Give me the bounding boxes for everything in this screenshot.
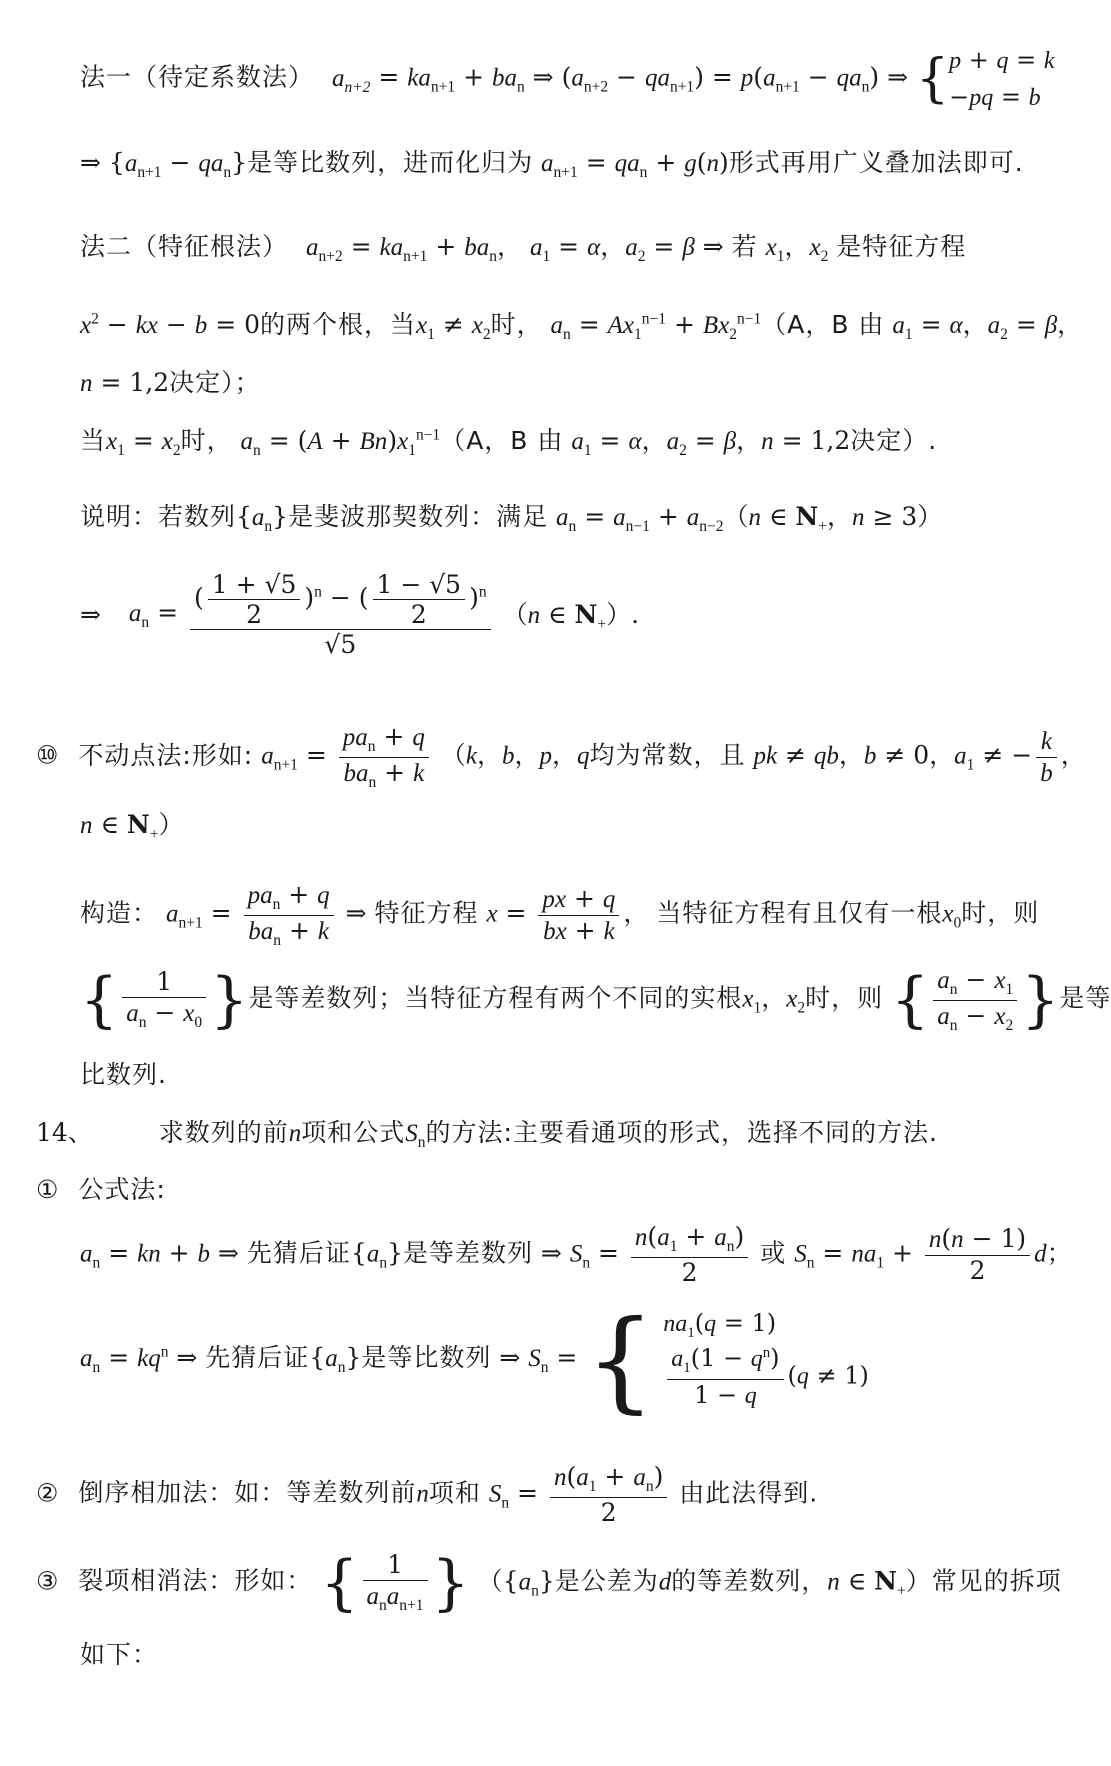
fixed-point-line: ⑩ 不动点法:形如: $a_{n+1}$ = $\frac{pa_n + q}{ba_n + k}$ （k，b，p，q均为常数，且 pk ≠ qb，b ≠ 0，$a_1$ ≠ − $\frac{k}{b}$ ， bbox=[36, 722, 1086, 791]
section-14: 14、 求数列的前n项和公式$S_n$的方法:主要看通项的形式，选择不同的方法. bbox=[36, 1118, 938, 1151]
method-formula: ① 公式法: bbox=[36, 1175, 166, 1204]
fibonacci-formula: ⇒ $a_n$ = ( $\frac{1 + √5}{2}$ )$^n$ − ( $\frac{1 - √5}{2}$ )$^n$ √5 （n ∈ $N_+$）. bbox=[80, 570, 640, 659]
fixed-point-result: { $\frac{1}{a_n - x_0}$ }是等差数列；当特征方程有两个不同的实根$x_1$，$x_2$时，则 { $\frac{a_n - x_1}{a_n - x_2}$ }是等 bbox=[80, 965, 1111, 1036]
method1-conclusion: ⇒ $\{a_{n+1} - qa_n\}$是等比数列，进而化归为 $a_{n+1} = qa_n + g(n)$形式再用广义叠加法即可. bbox=[80, 148, 1024, 181]
method2-line: 法二（特征根法） $a_{n+2} = ka_{n+1} + ba_n$， $a_1 = \alpha$，$a_2 = \beta$ ⇒ 若 $x_1$，$x_2$ 是特征方程 bbox=[80, 232, 967, 265]
geometric-tail: 比数列. bbox=[80, 1060, 167, 1089]
telescoping: ③ 裂项相消法：形如： { $\frac{1}{a_na_{n+1}}$ } （$\{a_n\}$是公差为d的等差数列，n ∈ $N_+$）常见的拆项 bbox=[36, 1547, 1062, 1618]
arith-sum: $a_n$ = kn + b ⇒ 先猜后证$\{a_n\}$是等差数列 ⇒ $S_n$ = $\frac{n(a_1 + a_n)}{2}$ 或 $S_n = na_1$ + $\frac{n(n - 1)}{2}$ d； bbox=[80, 1222, 1072, 1287]
reverse-sum: ② 倒序相加法：如：等差数列前n项和 $S_n$ = $\frac{n(a_1 + a_n)}{2}$ 由此法得到. bbox=[36, 1462, 819, 1527]
telescoping-tail: 如下： bbox=[80, 1640, 159, 1669]
geo-sum: $a_n = kq^n$ ⇒ 先猜后证$\{a_n\}$是等比数列 ⇒ $S_n$ = { $na_1(q = 1)$ $\frac{a_1(1 - q^n)}{1 - q}$ (q ≠ 1) bbox=[80, 1296, 869, 1424]
method2-n-line: n = 1,2决定）； bbox=[80, 368, 261, 397]
fibonacci-note: 说明：若数列$\{a_n\}$是斐波那契数列：满足 $a_n = a_{n-1} + a_{n-2}(n$ ∈ $N_+$，n ≥ 3） bbox=[80, 502, 943, 535]
method2-roots: $x^2$ − kx − b = 0的两个根，当$x_1 \ne x_2$时， $a_n = Ax_1^{n-1} + Bx_2^{n-1}(A$，B 由 $a_1 = \alpha$，$a_2 = \beta$， bbox=[80, 310, 1083, 343]
method1-line: 法一（待定系数法） $a_{n+2} = ka_{n+1} + ba_n$ ⇒ $(a_{n+2} - qa_{n+1}) = p(a_{n+1} - qa_n)$ ⇒ {p + q = k −pq = b bbox=[80, 46, 1055, 111]
method2-equal-roots: 当$x_1 = x_2$时， $a_n = (A + Bn)x_1^{n-1}(A$，B 由 $a_1 = \alpha$，$a_2 = \beta$，n = 1,2决定）. bbox=[80, 426, 938, 459]
fixed-point-construct: 构造： $a_{n+1}$ = $\frac{pa_n + q}{ba_n + k}$ ⇒ 特征方程 x = $\frac{px + q}{bx + k}$ ， 当特征方程有且仅有一根$x_0$时，则 bbox=[80, 880, 1040, 949]
method1-label: 法一（待定系数法） bbox=[80, 62, 315, 92]
fixed-point-n: n ∈ $N_+$） bbox=[80, 810, 184, 843]
